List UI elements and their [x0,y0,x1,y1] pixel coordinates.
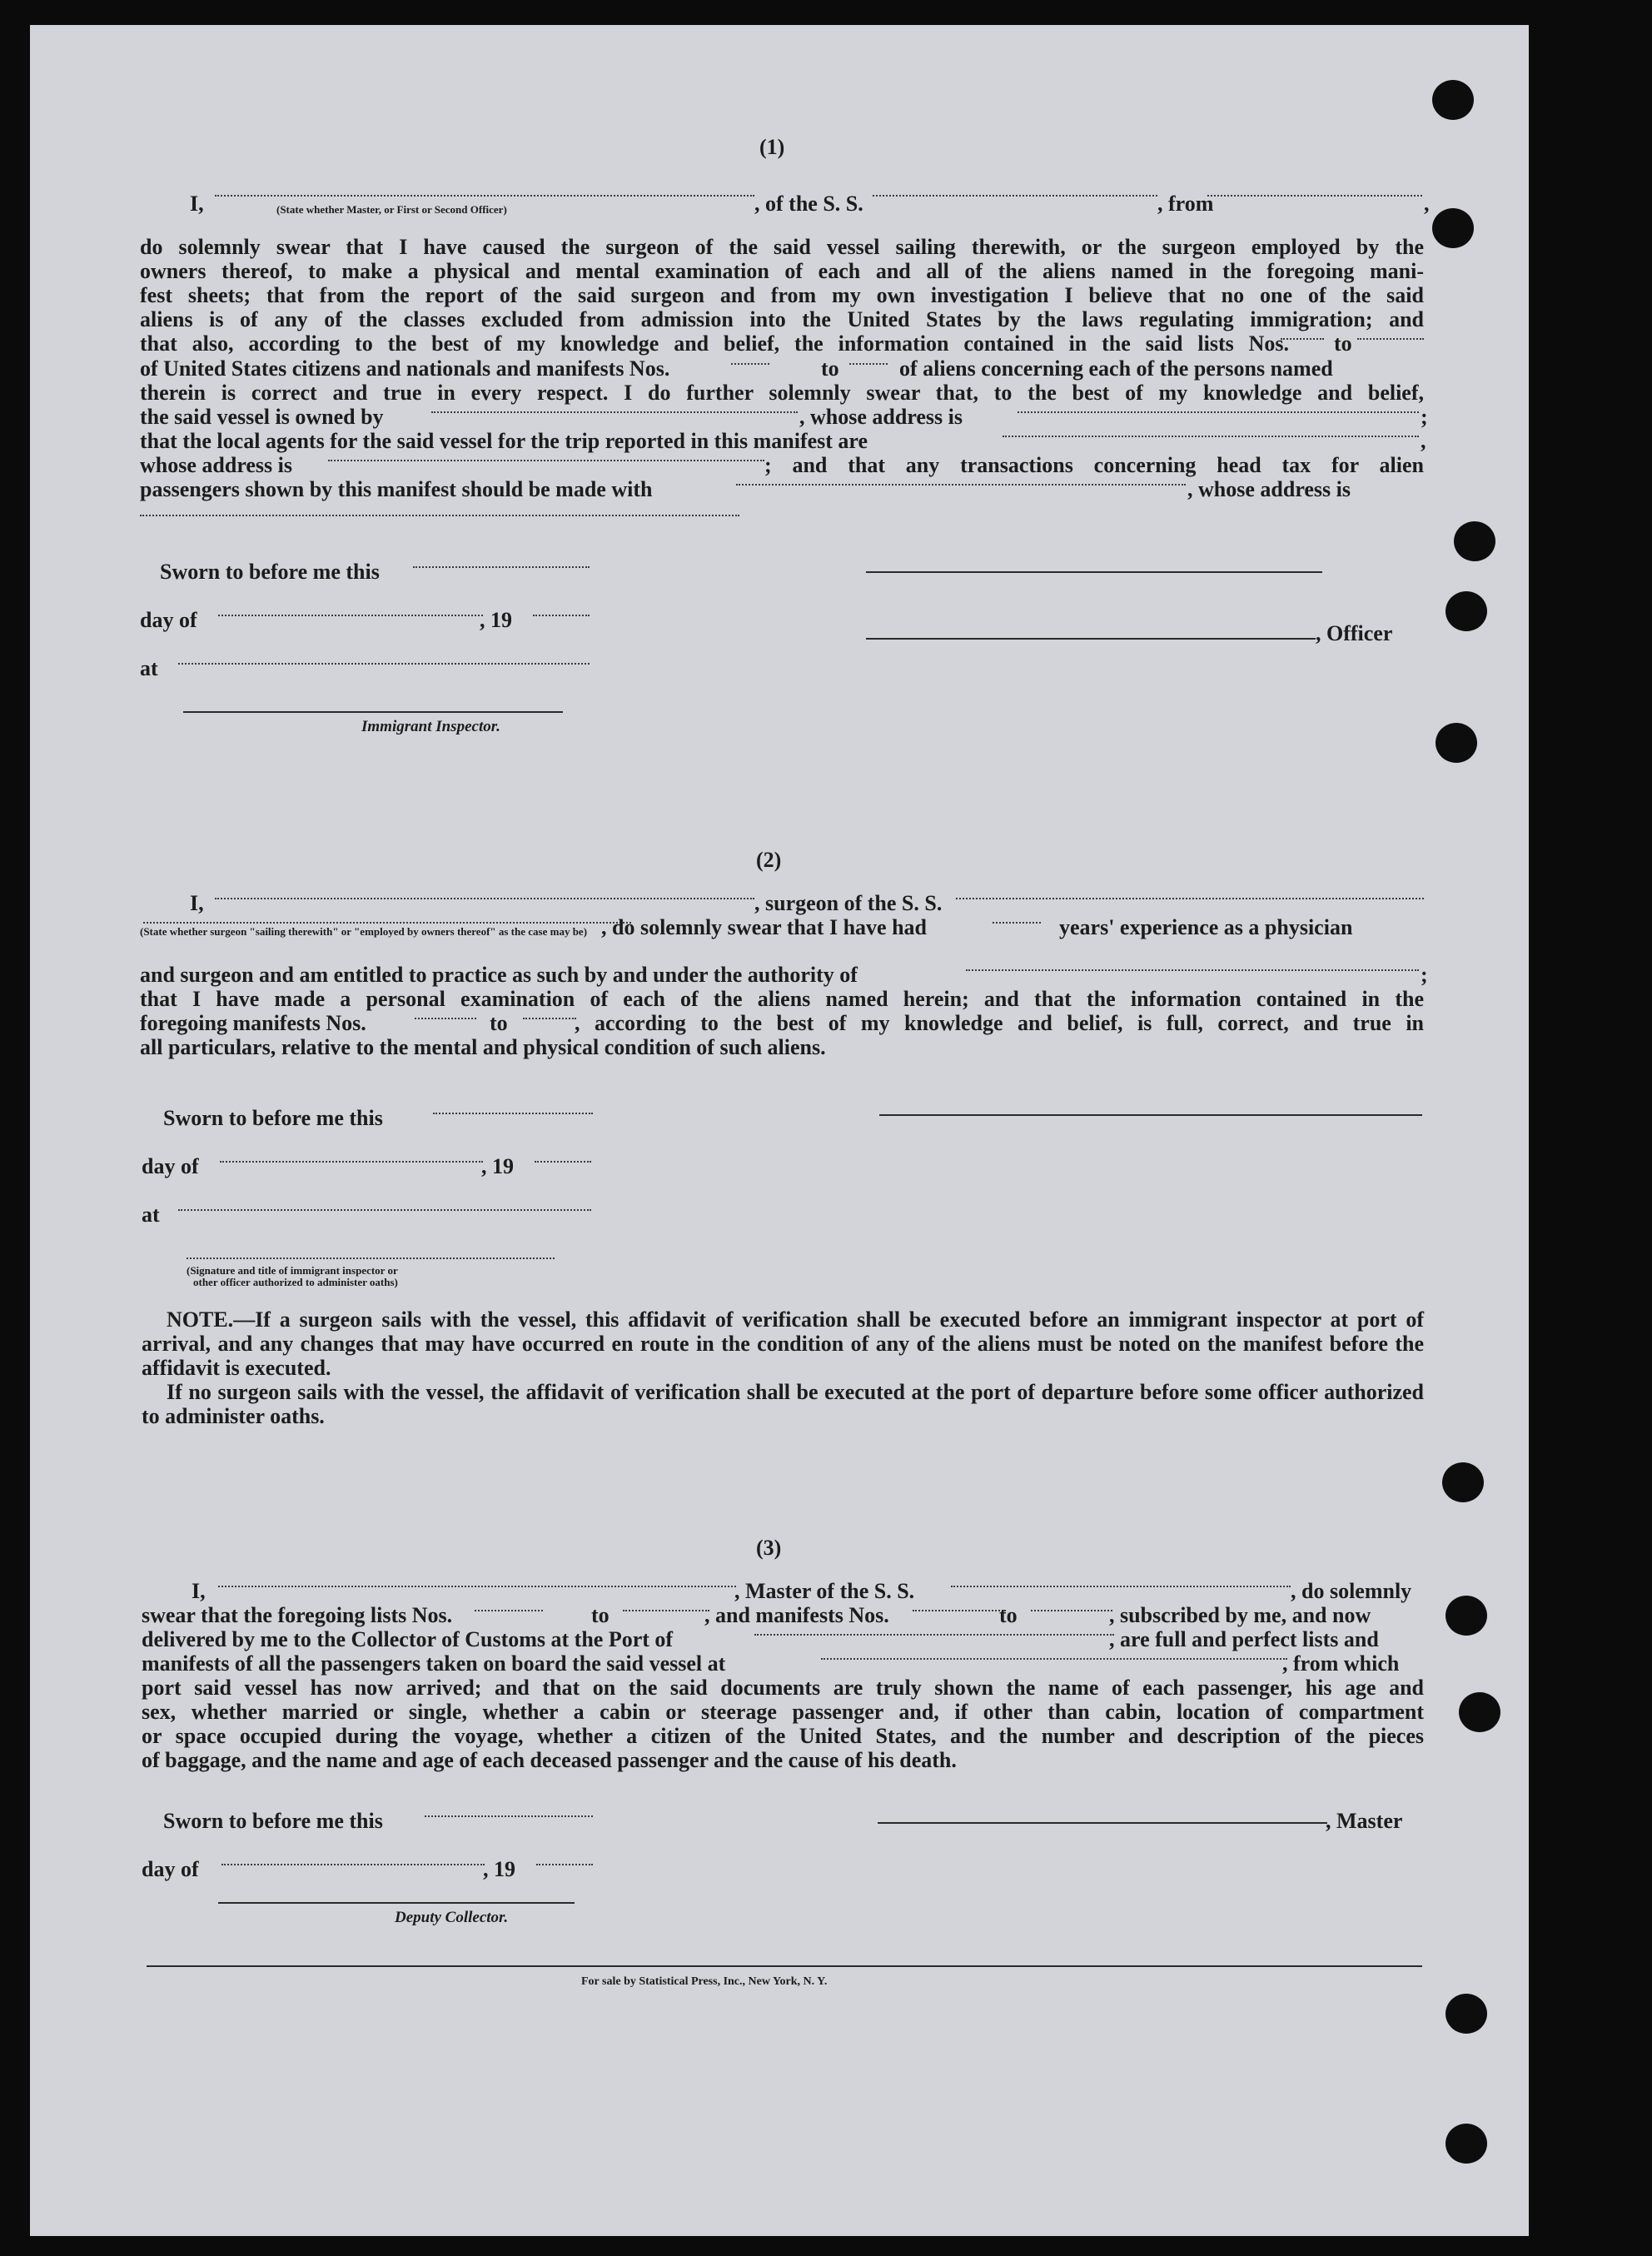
blank-line [821,1658,1287,1660]
punch-hole [1454,521,1495,561]
field-hint: (State whether Master, or First or Second Officer) [276,203,507,216]
text: I, [190,891,204,915]
note-text: If no surgeon sails with the vessel, the affidavit of verification shall be executed at the port of departure before some officer authorized to administer oaths. [142,1380,1424,1428]
text: at [140,656,158,680]
text: all particulars, relative to the mental and physical condition of such aliens. [140,1035,826,1059]
text: , do solemnly [1291,1579,1412,1603]
blank-line [328,460,764,461]
text: , do solemnly swear that I have had [601,915,928,939]
text: , [1424,192,1430,216]
text: foregoing manifests Nos. [140,1011,366,1035]
signature-line [183,711,563,713]
paragraph-line: , according to the best of my knowledge and belief, is full, correct, and true in [575,1011,1424,1035]
paragraph-line: ; and that any transactions concerning head tax for alien [764,453,1424,477]
text: Sworn to before me this [163,1809,383,1833]
text: to [999,1603,1018,1627]
blank-line [143,922,631,924]
signature-line [866,571,1322,573]
blank-line [218,615,483,616]
punch-hole [1459,1692,1500,1732]
text: day of [142,1154,199,1178]
blank-line [1003,436,1419,437]
text: passengers shown by this manifest should be made with [140,477,653,501]
blank-line [536,1864,593,1865]
text: swear that the foregoing lists Nos. [142,1603,453,1627]
blank-line [535,1161,591,1163]
field-hint: (State whether surgeon "sailing therewith" or "employed by owners thereof" as the case may be) [140,925,588,938]
blank-line [178,663,590,665]
punch-hole [1446,591,1487,631]
text: , and manifests Nos. [704,1603,889,1627]
punch-hole [1442,1462,1484,1502]
blank-line [754,1634,1114,1636]
signature-caption: Immigrant Inspector. [361,718,500,735]
printer-imprint: For sale by Statistical Press, Inc., New York, N. Y. [581,1975,828,1988]
text: of aliens concerning each of the persons named [899,356,1333,381]
blank-line [413,566,590,568]
text: , Master of the S. S. [734,1579,915,1603]
text: , whose address is [1187,477,1351,501]
signature-line [879,1114,1422,1116]
text: , [1421,429,1426,453]
blank-line [533,615,590,616]
blank-line [1281,338,1324,340]
text: , from [1157,192,1214,216]
signature-caption: other officer authorized to administer oaths) [193,1276,398,1288]
section-number: (2) [756,848,782,872]
blank-line [731,363,769,365]
note-block [142,1307,1424,1428]
text: of baggage, and the name and age of each deceased passenger and the cause of his death. [142,1748,957,1772]
blank-line [1207,195,1422,197]
text: and surgeon and am entitled to practice as such by and under the authority of [140,963,858,987]
blank-line [178,1209,591,1211]
punch-hole [1432,80,1474,120]
text: Sworn to before me this [163,1106,383,1130]
signature-caption: Deputy Collector. [395,1909,509,1926]
text: , from which [1282,1651,1400,1676]
footer-rule [147,1965,1422,1967]
blank-line [1018,411,1419,413]
text: to [1334,331,1352,356]
paragraph-line: that I have made a personal examination of each of the aliens named herein; and that the information contained in the [140,987,1424,1011]
paragraph-line: sex, whether married or single, whether a cabin or steerage passenger and, if other than cabin, location of compartment [142,1700,1424,1724]
form-page [30,25,1529,2236]
text: , subscribed by me, and now [1109,1603,1371,1627]
text: at [142,1203,160,1227]
punch-hole [1436,723,1477,763]
section-number: (1) [759,135,785,159]
text: to [490,1011,508,1035]
blank-line [221,1864,485,1865]
text: of United States citizens and nationals and manifests Nos. [140,356,670,381]
note-text: —If a surgeon sails with the vessel, this affidavit of verification shall be executed before an immigrant inspector at port of arrival, and any changes that may have occurred en route in the condition of any of the aliens must be noted on the manifest before the affidavit is executed. [142,1307,1424,1380]
blank-line [220,1161,483,1163]
text: I, [192,1579,206,1603]
blank-line [433,1113,593,1114]
punch-hole [1446,1994,1487,2034]
blank-line [218,1586,736,1587]
text: whose address is [140,453,293,477]
text: , are full and perfect lists and [1109,1627,1379,1651]
blank-line [623,1610,709,1611]
text: , Officer [1316,621,1393,645]
text: to [591,1603,610,1627]
text: day of [142,1857,199,1881]
blank-line [966,969,1419,971]
text: years' experience as a physician [1059,915,1353,939]
blank-line [523,1018,576,1019]
blank-line [140,515,739,516]
signature-line [878,1822,1327,1824]
paragraph-line: do solemnly swear that I have caused the surgeon of the said vessel sailing therewith, or the surgeon employed by the [140,235,1424,259]
punch-hole [1432,208,1474,248]
text: , whose address is [799,405,963,429]
note-label: NOTE. [167,1307,234,1332]
text: , of the S. S. [754,192,863,216]
blank-line [873,195,1157,197]
blank-line [215,195,754,197]
blank-line [956,898,1424,899]
text: , 19 [480,608,512,632]
paragraph-line: or space occupied during the voyage, whether a citizen of the United States, and the number and description of the pieces [142,1724,1424,1748]
signature-line [218,1902,575,1904]
text: Sworn to before me this [160,560,380,584]
blank-line [431,411,798,413]
blank-line [475,1610,543,1611]
paragraph-line: owners thereof, to make a physical and mental examination of each and all of the aliens named in the foregoing mani- [140,259,1424,283]
paragraph-line: therein is correct and true in every respect. I do further solemnly swear that, to the best of my knowledge and belief, [140,381,1424,405]
text: , 19 [481,1154,514,1178]
text: ; [1421,405,1428,429]
text: ; [1421,963,1428,987]
punch-hole [1446,1596,1487,1636]
text: , 19 [483,1857,515,1881]
text: the said vessel is owned by [140,405,384,429]
blank-line [1031,1610,1112,1611]
text: day of [140,608,197,632]
text: , surgeon of the S. S. [754,891,943,915]
blank-line [951,1586,1291,1587]
blank-line [993,922,1041,924]
punch-hole [1446,2124,1487,2164]
blank-line [215,898,754,899]
paragraph-line: port said vessel has now arrived; and that on the said documents are truly shown the name of each passenger, his age and [142,1676,1424,1700]
blank-line [425,1815,593,1817]
paragraph-line: fest sheets; that from the report of the said surgeon and from my own investigation I believe that no one of the said [140,283,1424,307]
signature-line [866,638,1316,640]
text: I, [190,192,204,216]
blank-line [1357,338,1424,340]
blank-line [736,484,1186,486]
section-number: (3) [756,1536,782,1560]
blank-line [913,1610,1006,1611]
paragraph-line: aliens is of any of the classes excluded from admission into the United States by the laws regulating immigration; and [140,307,1424,331]
text: to [821,356,839,381]
text: delivered by me to the Collector of Customs at the Port of [142,1627,674,1651]
text: that the local agents for the said vessel for the trip reported in this manifest are [140,429,868,453]
blank-line [415,1018,476,1019]
signature-caption: (Signature and title of immigrant inspector or [187,1264,398,1277]
signature-line [187,1257,555,1259]
paragraph-line: that also, according to the best of my knowledge and belief, the information contained in the said lists Nos. [140,331,1289,356]
blank-line [849,363,888,365]
text: , Master [1326,1809,1403,1833]
text: manifests of all the passengers taken on board the said vessel at [142,1651,726,1676]
